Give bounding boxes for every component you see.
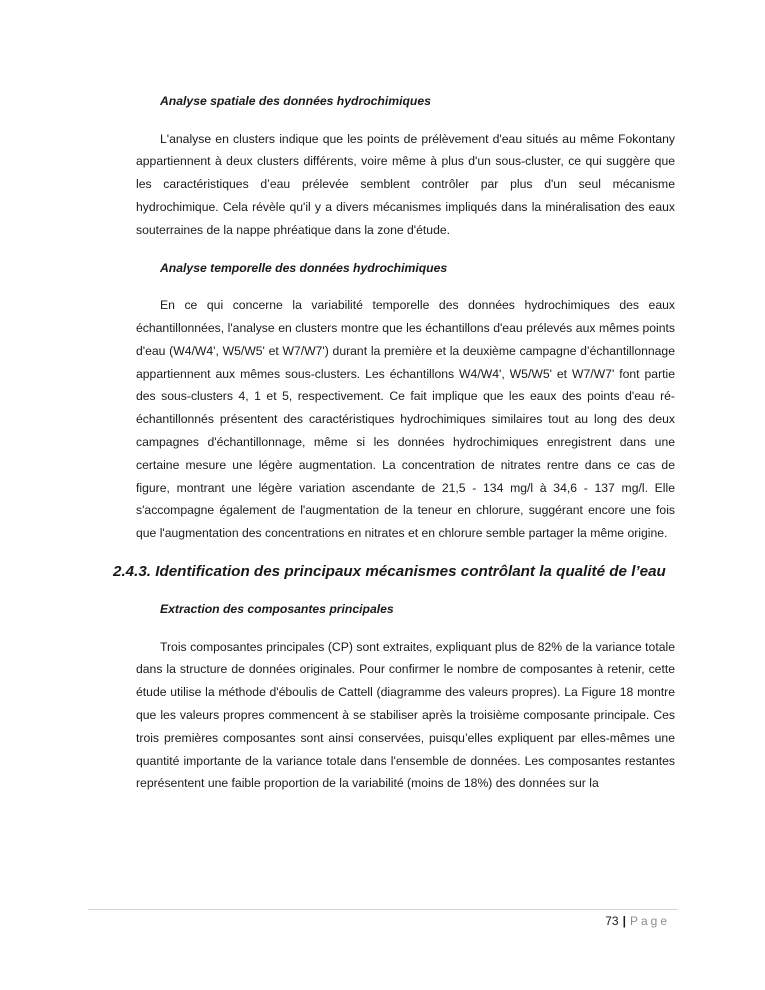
paragraph-spatial-analysis: L'analyse en clusters indique que les points de prélèvement d'eau situés au même Fokontany appartiennent à deux clusters différents, voire même à plus d'un sous-cluster, ce qui suggère que les caractéristiques d’eau prélevée semblent contrôler par plus d'un seul mécanisme hydrochimique. Cela révèle qu'il y a divers mécanismes impliqués dans la minéralisation des eaux souterraines de la nappe phréatique dans la zone d'étude. (136, 131, 675, 237)
page-label: Page (629, 914, 670, 928)
subheading-principal-components: Extraction des composantes principales (160, 601, 394, 616)
paragraph-principal-components: Trois composantes principales (CP) sont extraites, expliquant plus de 82% de la variance totale dans la structure de données originales. Pour confirmer le nombre de composantes à retenir, cette étude utilise la méthode d'éboulis de Cattell (diagramme des valeurs propres). La Figure 18 montre que les valeurs propres commencent à se stabiliser après la troisième composante principale. Ces trois premières composantes sont ainsi conservées, puisqu’elles expliquent par elles-mêmes une quantité importante de la variance totale dans l'ensemble de données. Les composantes restantes représentent une faible proportion de la variabilité (moins de 18%) des données sur la (136, 639, 675, 791)
subheading-temporal-analysis: Analyse temporelle des données hydrochimiques (160, 260, 448, 275)
page-content (113, 90, 675, 810)
section-heading-2-4-3: 2.4.3. Identification des principaux mécanismes contrôlant la qualité de l’eau (113, 562, 666, 580)
footer-separator: | (622, 914, 626, 928)
page-number: 73 (605, 914, 619, 928)
subheading-spatial-analysis: Analyse spatiale des données hydrochimiques (160, 94, 431, 108)
page-footer (605, 912, 670, 930)
footer-divider (88, 909, 678, 910)
paragraph-temporal-analysis: En ce qui concerne la variabilité temporelle des données hydrochimiques des eaux échantillonnées, l'analyse en clusters montre que les échantillons d'eau prélevés aux mêmes points d'eau (W4/W4', W5/W5' et W7/W7') durant la première et la deuxième campagne d’échantillonnage appartiennent aux mêmes sous-clusters. Les échantillons W4/W4', W5/W5' et W7/W7' font partie des sous-clusters 4, 1 et 5, respectivement. Ce fait implique que les eaux des points d'eau ré-échantillonnés présentent des caractéristiques hydrochimiques similaires tout au long des deux campagnes d'échantillonnage, même si les données hydrochimiques enregistrent dans une certaine mesure une légère augmentation. La concentration de nitrates rentre dans ce cas de figure, montrant une légère variation ascendante de 21,5 - 134 mg/l à 34,6 - 137 mg/l. Elle s'accompagne également de l'augmentation de la teneur en chlorure, suggérant encore une fois que l'augmentation des concentrations en nitrates et en chlorure semble partager la même origine. (136, 298, 675, 541)
